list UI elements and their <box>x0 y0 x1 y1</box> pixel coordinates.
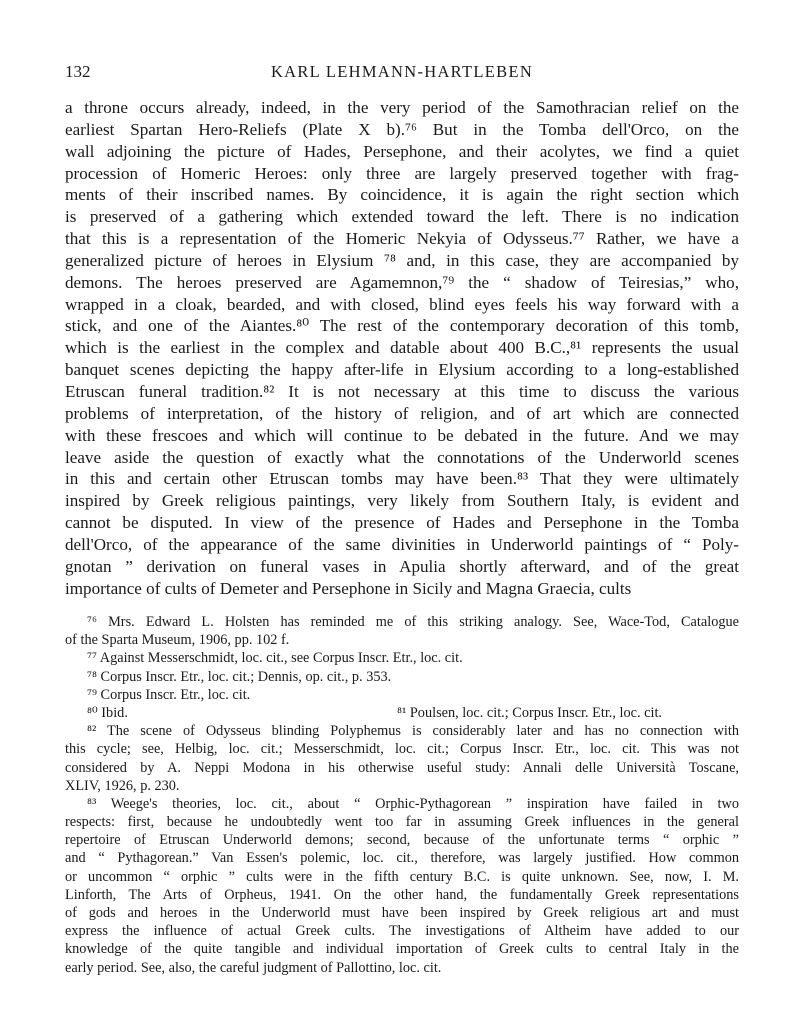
body-line: earliest Spartan Hero-Reliefs (Plate X b).⁷⁶ But in the Tomba dell'Orco, on the <box>65 119 739 139</box>
body-line: ments of their inscribed names. By coincidence, it is again the right section which <box>65 185 739 205</box>
footnote-line: of the Sparta Museum, 1906, pp. 102 f. <box>65 632 290 649</box>
footnote-82 <box>65 722 739 795</box>
body-line: stick, and one of the Aiantes.⁸⁰ The rest of the contemporary decoration of this tomb, <box>65 316 739 336</box>
footnote-line: Linforth, The Arts of Orpheus, 1941. On the other hand, the fundamentally Greek representations <box>65 886 739 903</box>
body-line: wall adjoining the picture of Hades, Persephone, and their acolytes, we find a quiet <box>65 141 739 161</box>
page-header <box>65 62 739 84</box>
body-line: demons. The heroes preserved are Agamemnon,⁷⁹ the “ shadow of Teiresias,” who, <box>65 272 739 292</box>
page-number: 132 <box>65 62 91 81</box>
footnote-line: ⁸² The scene of Odysseus blinding Polyphemus is considerably later and has no connection with <box>87 723 739 740</box>
body-line: leave aside the question of exactly what the connotations of the Underworld scenes <box>65 447 739 467</box>
body-line: dell'Orco, of the appearance of the same divinities in Underworld paintings of “ Poly- <box>65 534 739 554</box>
body-line: in this and certain other Etruscan tombs may have been.⁸³ That they were ultimately <box>65 469 739 489</box>
footnotes <box>65 613 739 977</box>
footnote-81: ⁸¹ Poulsen, loc. cit.; Corpus Inscr. Etr., loc. cit. <box>397 704 662 721</box>
body-line: which is the earliest in the complex and datable about 400 B.C.,⁸¹ represents the usual <box>65 338 739 358</box>
footnote-line: early period. See, also, the careful judgment of Pallottino, loc. cit. <box>65 959 442 976</box>
footnote-line: of gods and heroes in the Underworld must have been inspired by Greek religious art and must <box>65 905 739 921</box>
body-text <box>65 97 739 599</box>
body-line: Etruscan funeral tradition.⁸² It is not necessary at this time to discuss the various <box>65 381 739 401</box>
body-line: banquet scenes depicting the happy after-life in Elysium according to a long-established <box>65 360 739 380</box>
body-line: problems of interpretation, of the history of religion, and of art which are connected <box>65 403 739 423</box>
body-line: inspired by Greek religious paintings, very likely from Southern Italy, is evident and <box>65 491 739 511</box>
running-head: KARL LEHMANN-HARTLEBEN <box>270 62 534 81</box>
footnote-78: ⁷⁸ Corpus Inscr. Etr., loc. cit.; Dennis, op. cit., p. 353. <box>87 668 392 685</box>
body-line: procession of Homeric Heroes: only three are largely preserved together with frag- <box>65 163 739 183</box>
footnote-77: ⁷⁷ Against Messerschmidt, loc. cit., see Corpus Inscr. Etr., loc. cit. <box>87 650 463 667</box>
footnote-line: ⁷⁶ Mrs. Edward L. Holsten has reminded me of this striking analogy. See, Wace-Tod, Catalogue <box>87 614 739 630</box>
body-line: wrapped in a cloak, bearded, and with closed, blind eyes feels his way forward with a <box>65 294 739 314</box>
footnote-line: considered by A. Neppi Modona in his otherwise useful study: Annali delle Università Toscane, <box>65 759 739 776</box>
footnote-line: this cycle; see, Helbig, loc. cit.; Messerschmidt, loc. cit.; Corpus Inscr. Etr., loc. cit. This was not <box>65 741 739 758</box>
footnote-83 <box>65 795 739 977</box>
footnote-line: knowledge of the quite tangible and individual importation of Greek cults to central Italy in the <box>65 941 739 958</box>
footnote-79: ⁷⁹ Corpus Inscr. Etr., loc. cit. <box>87 686 251 703</box>
footnote-line: and “ Pythagorean.” Van Essen's polemic, loc. cit., therefore, was largely justified. How common <box>65 850 739 867</box>
body-line: is preserved of a gathering which extended toward the left. There is no indication <box>65 207 739 227</box>
footnote-pair-80-81 <box>65 704 739 722</box>
body-line: with these frescoes and which will continue to be debated in the future. And we may <box>65 425 739 445</box>
footnote-line: respects: first, because he undoubtedly went too far in assuming Greek influences in the general <box>65 814 739 831</box>
footnote-line: XLIV, 1926, p. 230. <box>65 777 180 794</box>
footnote-line: express the influence of actual Greek cults. The investigations of Altheim have added to our <box>65 923 739 940</box>
body-line: a throne occurs already, indeed, in the very period of the Samothracian relief on the <box>65 98 739 117</box>
body-line: gnotan ” derivation on funeral vases in Apulia shortly afterward, and of the great <box>65 556 739 576</box>
footnote-76 <box>65 613 739 649</box>
footnote-line: repertoire of Etruscan Underworld demons; second, because of the unfortunate terms “ orphic ” <box>65 832 739 849</box>
footnote-line: or uncommon “ orphic ” cults were in the fifth century B.C. is quite unknown. See, now, I. M. <box>65 868 739 885</box>
body-line: generalized picture of heroes in Elysium ⁷⁸ and, in this case, they are accompanied by <box>65 250 739 270</box>
body-line: importance of cults of Demeter and Persephone in Sicily and Magna Graecia, cults <box>65 578 632 598</box>
footnote-line: ⁸³ Weege's theories, loc. cit., about “ Orphic-Pythagorean ” inspiration have failed in two <box>87 795 739 812</box>
body-line: cannot be disputed. In view of the presence of Hades and Persephone in the Tomba <box>65 513 739 533</box>
body-line: that this is a representation of the Homeric Nekyia of Odysseus.⁷⁷ Rather, we have a <box>65 229 739 249</box>
footnote-80: ⁸⁰ Ibid. <box>87 704 128 721</box>
